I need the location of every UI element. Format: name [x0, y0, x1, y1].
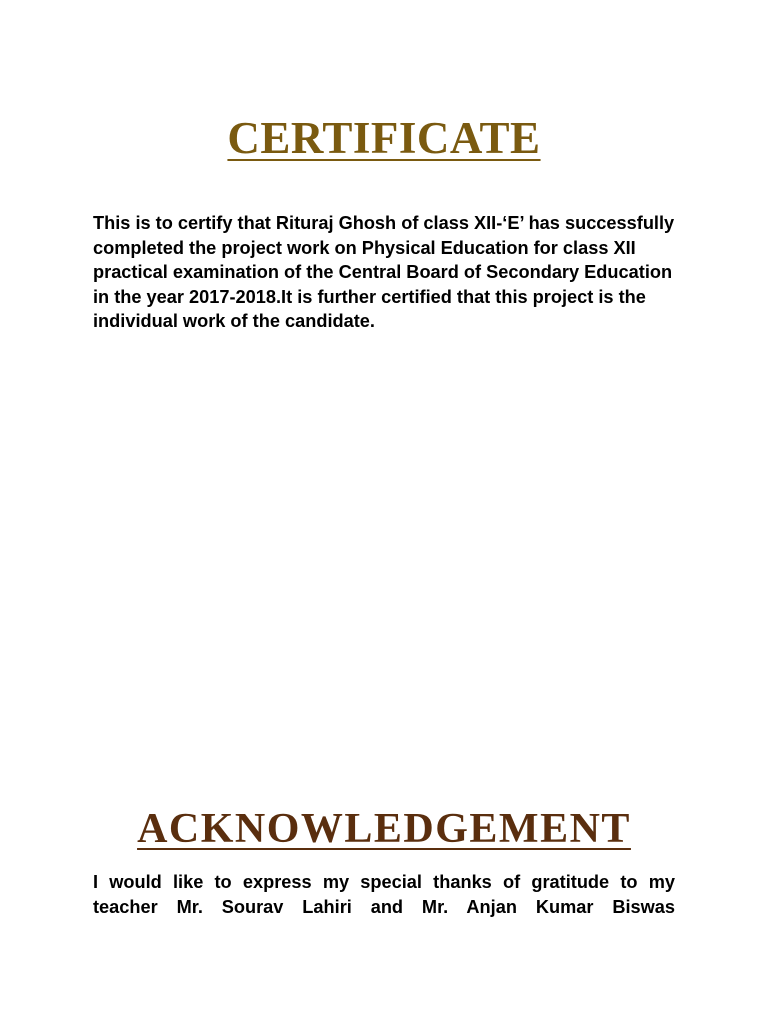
acknowledgement-title: ACKNOWLEDGEMENT — [137, 806, 631, 852]
acknowledgement-body-text: I would like to express my special thanks of gratitude to my teacher Mr. Sourav Lahiri and Mr. Anjan Kumar Biswas — [93, 872, 675, 917]
certificate-title: CERTIFICATE — [227, 113, 541, 163]
certificate-body-text: This is to certify that Rituraj Ghosh of class XII-‘E’ has successfully completed the project work on Physical Education for class XII practical examination of the Central Board of Secondary Education in the year 2017-2018.It is further certified that this project is the individual work of the candidate. — [93, 213, 675, 332]
